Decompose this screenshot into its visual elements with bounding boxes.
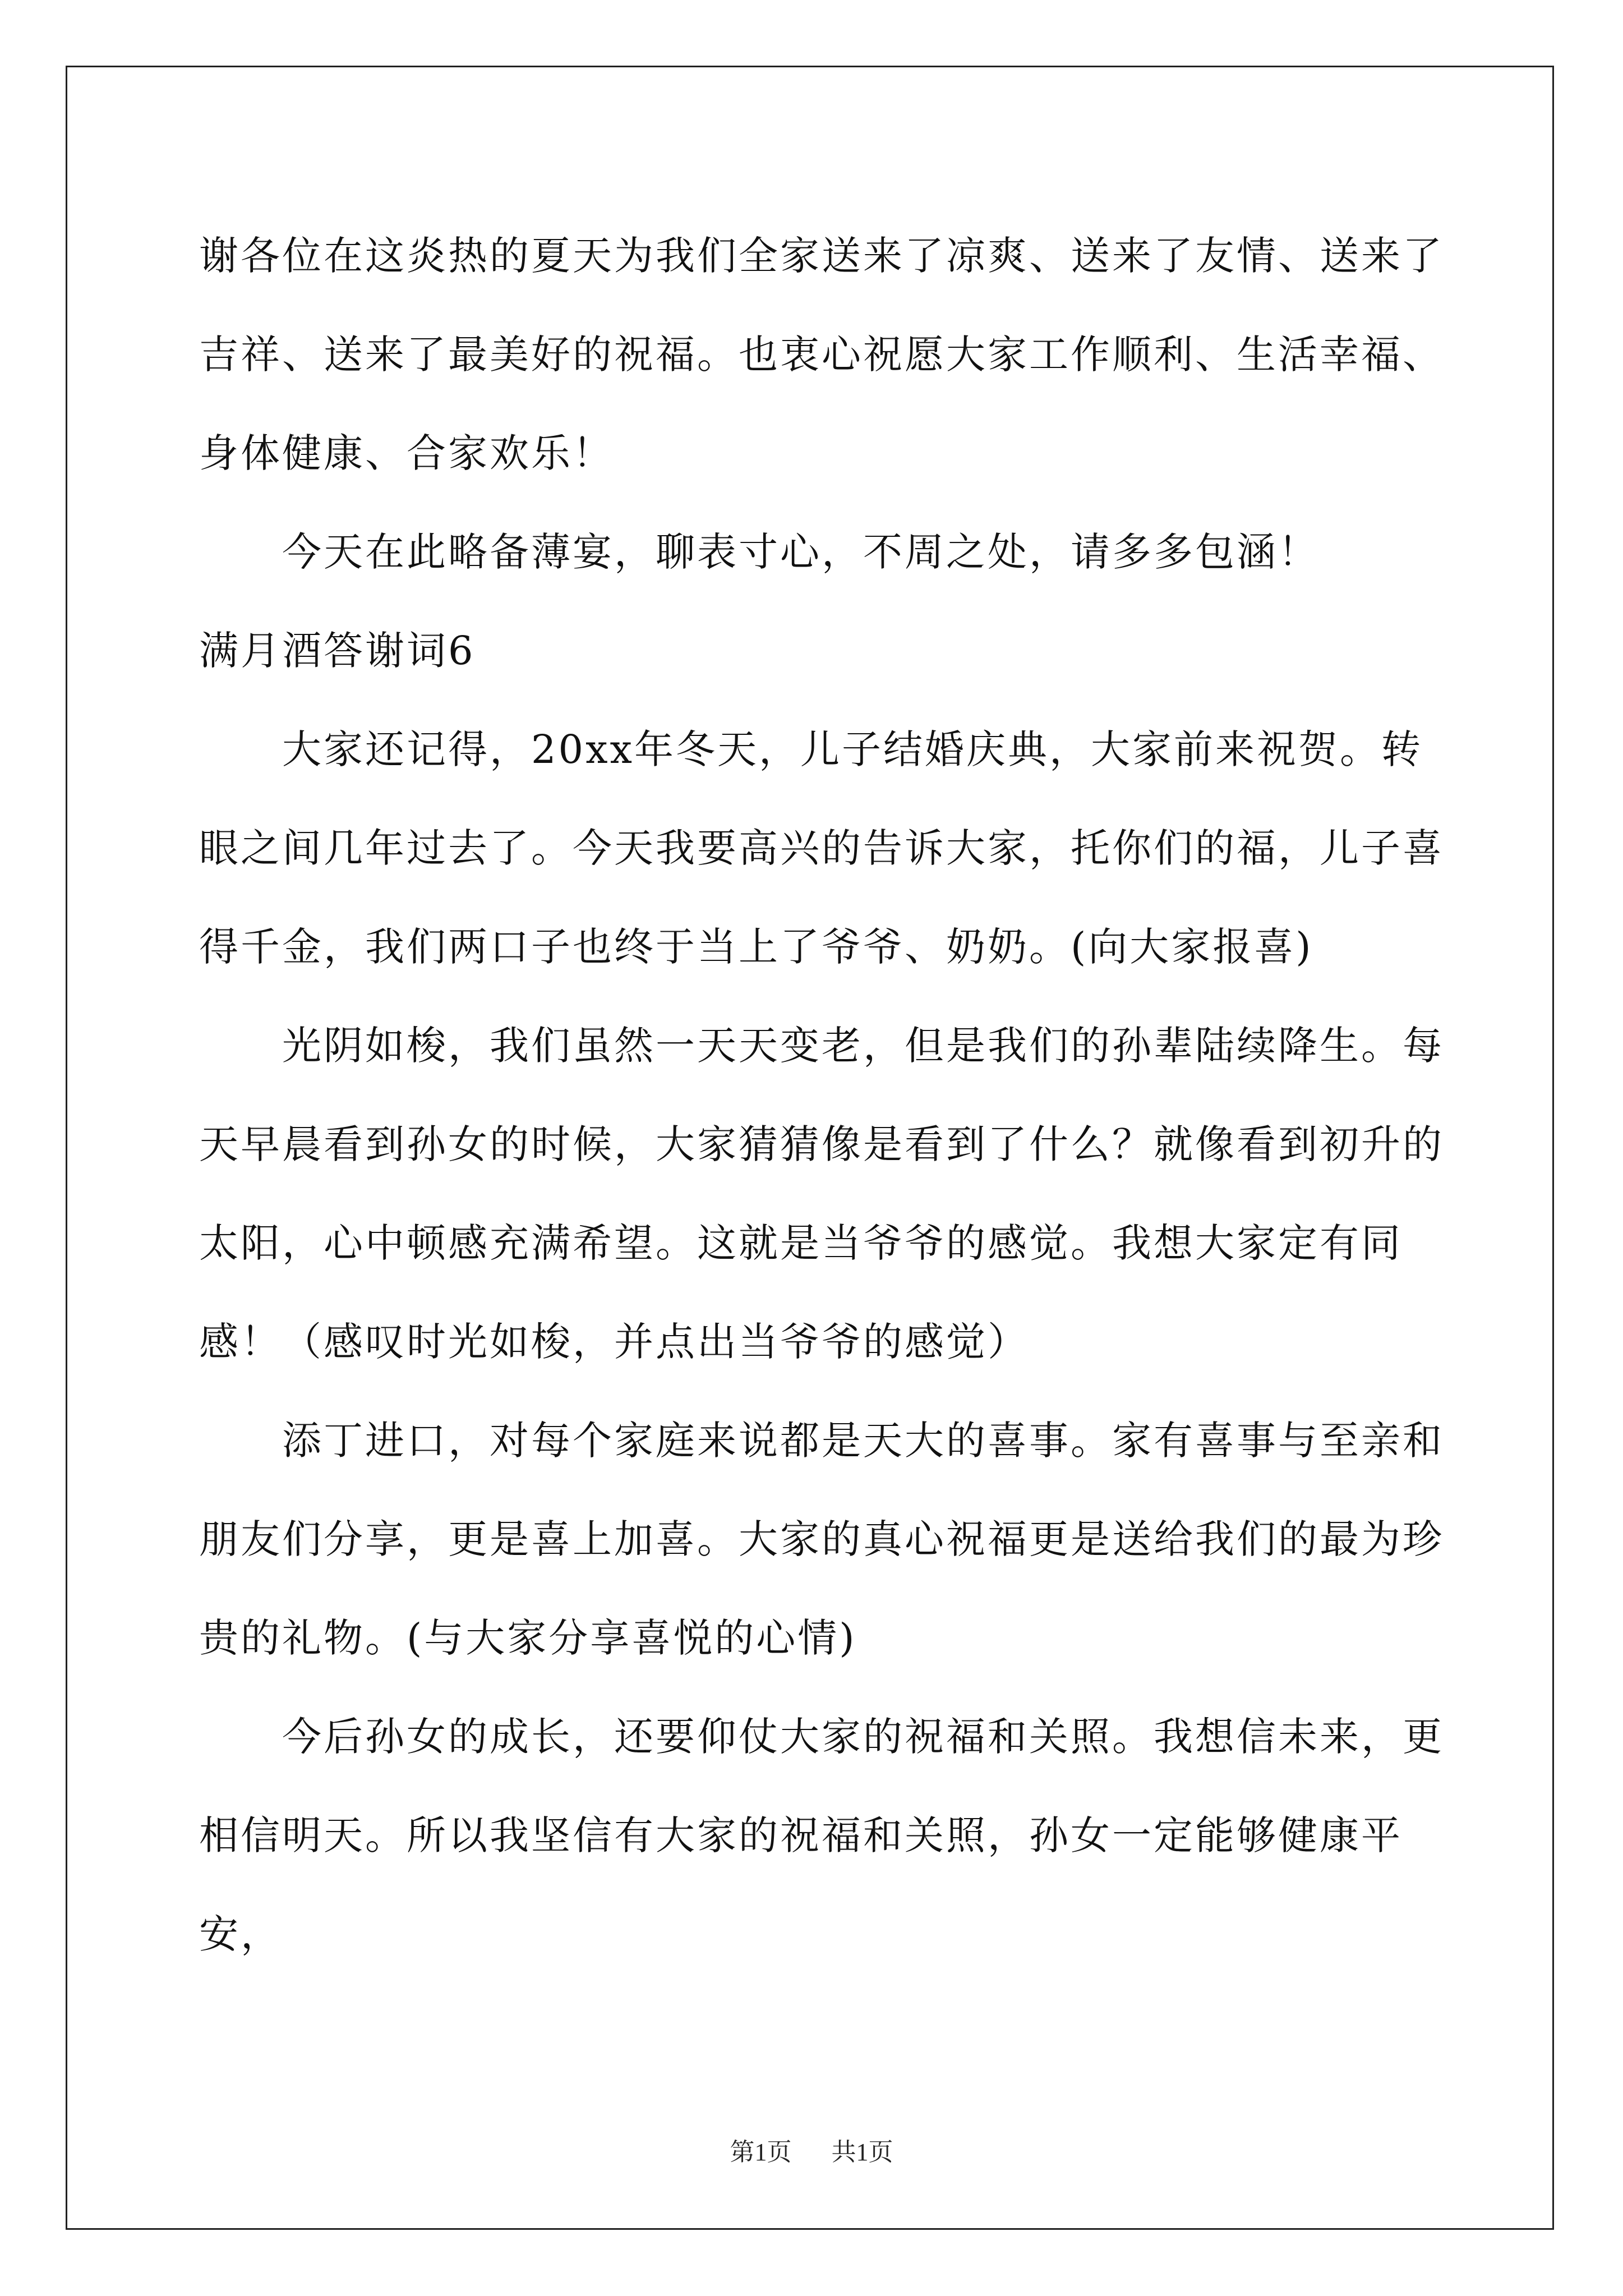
document-body: [199, 206, 1450, 1984]
paragraph: 谢各位在这炎热的夏天为我们全家送来了凉爽、送来了友情、送来了吉祥、送来了最美好的祝福。也衷心祝愿大家工作顺利、生活幸福、身体健康、合家欢乐！: [199, 233, 1444, 476]
paragraph: 光阴如梭，我们虽然一天天变老，但是我们的孙辈陆续降生。每天早晨看到孙女的时候，大家猜猜像是看到了什么？就像看到初升的太阳，心中顿感充满希望。这就是当爷爷的感觉。我想大家定有同感！（感叹时光如梭，并点出当爷爷的感觉）: [199, 1023, 1444, 1365]
paragraph: 今天在此略备薄宴，聊表寸心，不周之处，请多多包涵！: [282, 529, 1320, 575]
section-title: 满月酒答谢词6: [199, 628, 476, 674]
paragraph: 大家还记得，20xx年冬天，儿子结婚庆典，大家前来祝贺。转眼之间几年过去了。今天我要高兴的告诉大家，托你们的福，儿子喜得千金，我们两口子也终于当上了爷爷、奶奶。(向大家报喜): [199, 726, 1444, 970]
page-number: 第1页: [730, 2138, 792, 2166]
page-total: 共1页: [831, 2138, 893, 2166]
paragraph: 添丁进口，对每个家庭来说都是天大的喜事。家有喜事与至亲和朋友们分享，更是喜上加喜。大家的真心祝福更是送给我们的最为珍贵的礼物。(与大家分享喜悦的心情): [199, 1418, 1444, 1661]
page-footer: [0, 2136, 1623, 2169]
paragraph: 今后孙女的成长，还要仰仗大家的祝福和关照。我想信未来，更相信明天。所以我坚信有大家的祝福和关照，孙女一定能够健康平安，: [199, 1714, 1444, 1957]
